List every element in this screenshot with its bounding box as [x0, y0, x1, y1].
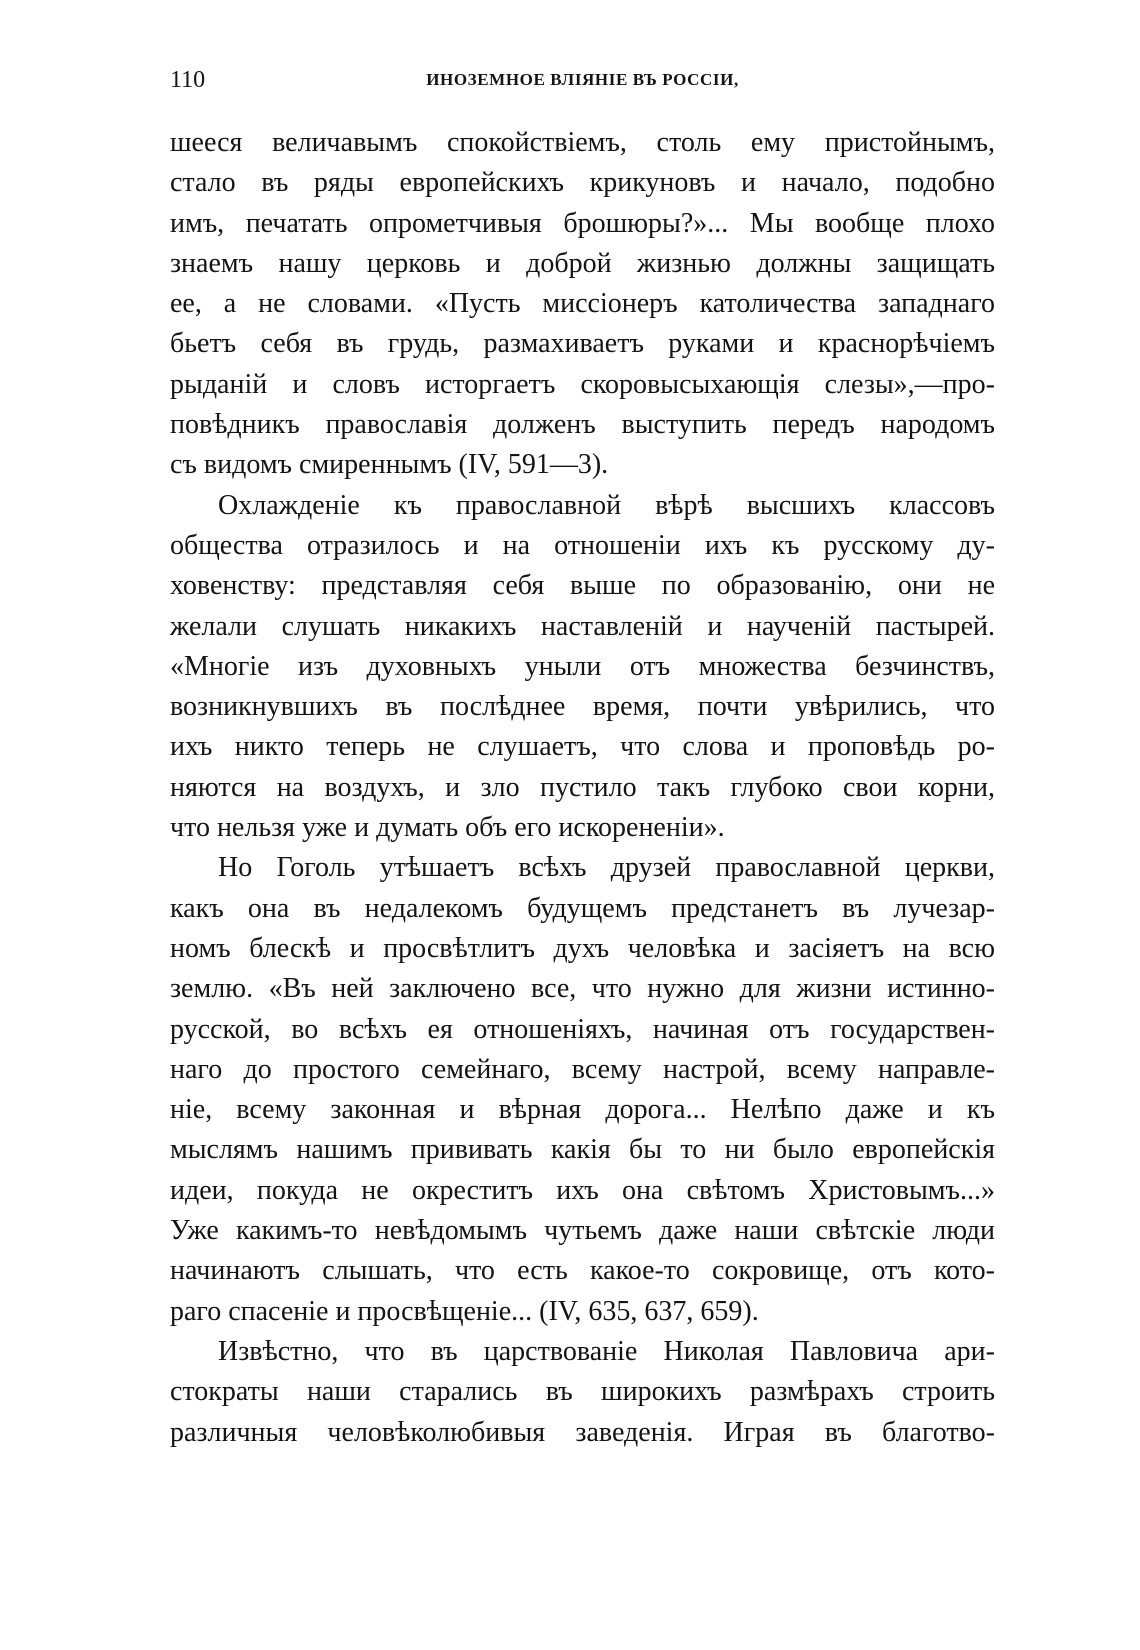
- text-line: рыданій и словъ исторгаетъ скоровысыхающія слезы»,—про-: [170, 368, 995, 400]
- text-line: русской, во всѣхъ ея отношеніяхъ, начиная отъ государствен-: [170, 1013, 995, 1045]
- text-line: землю. «Въ ней заключено все, что нужно для жизни истинно-: [170, 973, 995, 1005]
- text-line: ніе, всему законная и вѣрная дорога... Нелѣпо даже и къ: [170, 1094, 995, 1126]
- paragraph: [170, 1332, 995, 1453]
- text-line: «Многіе изъ духовныхъ уныли отъ множества безчинствъ,: [170, 650, 995, 682]
- body-text: [170, 123, 995, 1453]
- text-line: Охлажденіе къ православной вѣрѣ высшихъ классовъ: [218, 489, 995, 521]
- text-line: знаемъ нашу церковь и доброй жизнью должны защищать: [170, 247, 995, 279]
- paragraph: [170, 123, 995, 486]
- running-title: ИНОЗЕМНОЕ ВЛІЯНІЕ ВЪ РОССІИ,: [426, 70, 739, 89]
- text-line: номъ блескѣ и просвѣтлитъ духъ человѣка и засіяетъ на всю: [170, 932, 995, 964]
- text-line: повѣдникъ православія долженъ выступить передъ народомъ: [170, 409, 995, 441]
- text-line: что нельзя уже и думать объ его искорененіи».: [170, 812, 725, 844]
- text-line: ее, а не словами. «Пусть миссіонеръ католичества западнаго: [170, 288, 995, 320]
- text-line: съ видомъ смиреннымъ (IV, 591—3).: [170, 449, 609, 481]
- paragraph: [170, 848, 995, 1332]
- text-line: ихъ никто теперь не слушаетъ, что слова и проповѣдь ро-: [170, 731, 995, 763]
- text-line: раго спасеніе и просвѣщеніе... (IV, 635, 637, 659).: [170, 1295, 759, 1327]
- text-line: ховенству: представляя себя выше по образованію, они не: [170, 570, 995, 602]
- text-line: стало въ ряды европейскихъ крикуновъ и начало, подобно: [170, 167, 995, 199]
- running-head: [170, 62, 995, 98]
- text-line: возникнувшихъ въ послѣднее время, почти увѣрились, что: [170, 691, 995, 723]
- text-line: идеи, покуда не окреститъ ихъ она свѣтомъ Христовымъ...»: [170, 1174, 995, 1206]
- text-line: Извѣстно, что въ царствованіе Николая Павловича ари-: [218, 1335, 995, 1367]
- page-number: 110: [170, 67, 206, 93]
- text-line: стократы наши старались въ широкихъ размѣрахъ строить: [170, 1376, 995, 1408]
- paragraph: [170, 486, 995, 849]
- text-line: желали слушать никакихъ наставленій и наученій пастырей.: [170, 610, 995, 642]
- text-line: няются на воздухъ, и зло пустило такъ глубоко свои корни,: [170, 771, 995, 803]
- text-line: мыслямъ нашимъ прививать какія бы то ни было европейскія: [170, 1134, 995, 1166]
- text-line: какъ она въ недалекомъ будущемъ предстанетъ въ лучезар-: [170, 892, 995, 924]
- text-line: различныя человѣколюбивыя заведенія. Играя въ благотво-: [170, 1416, 995, 1448]
- text-line: Уже какимъ-то невѣдомымъ чутьемъ даже наши свѣтскіе люди: [170, 1215, 995, 1247]
- text-line: общества отразилось и на отношеніи ихъ къ русскому ду-: [170, 529, 995, 561]
- text-line: наго до простого семейнаго, всему настрой, всему направле-: [170, 1053, 995, 1085]
- text-line: имъ, печатать опрометчивыя брошюры?»... Мы вообще плохо: [170, 207, 995, 239]
- text-line: Но Гоголь утѣшаетъ всѣхъ друзей православной церкви,: [218, 852, 995, 884]
- text-line: начинаютъ слышать, что есть какое-то сокровище, отъ кото-: [170, 1255, 995, 1287]
- text-line: шееся величавымъ спокойствіемъ, столь ему пристойнымъ,: [170, 127, 995, 158]
- text-line: бьетъ себя въ грудь, размахиваетъ руками и краснорѣчіемъ: [170, 328, 995, 360]
